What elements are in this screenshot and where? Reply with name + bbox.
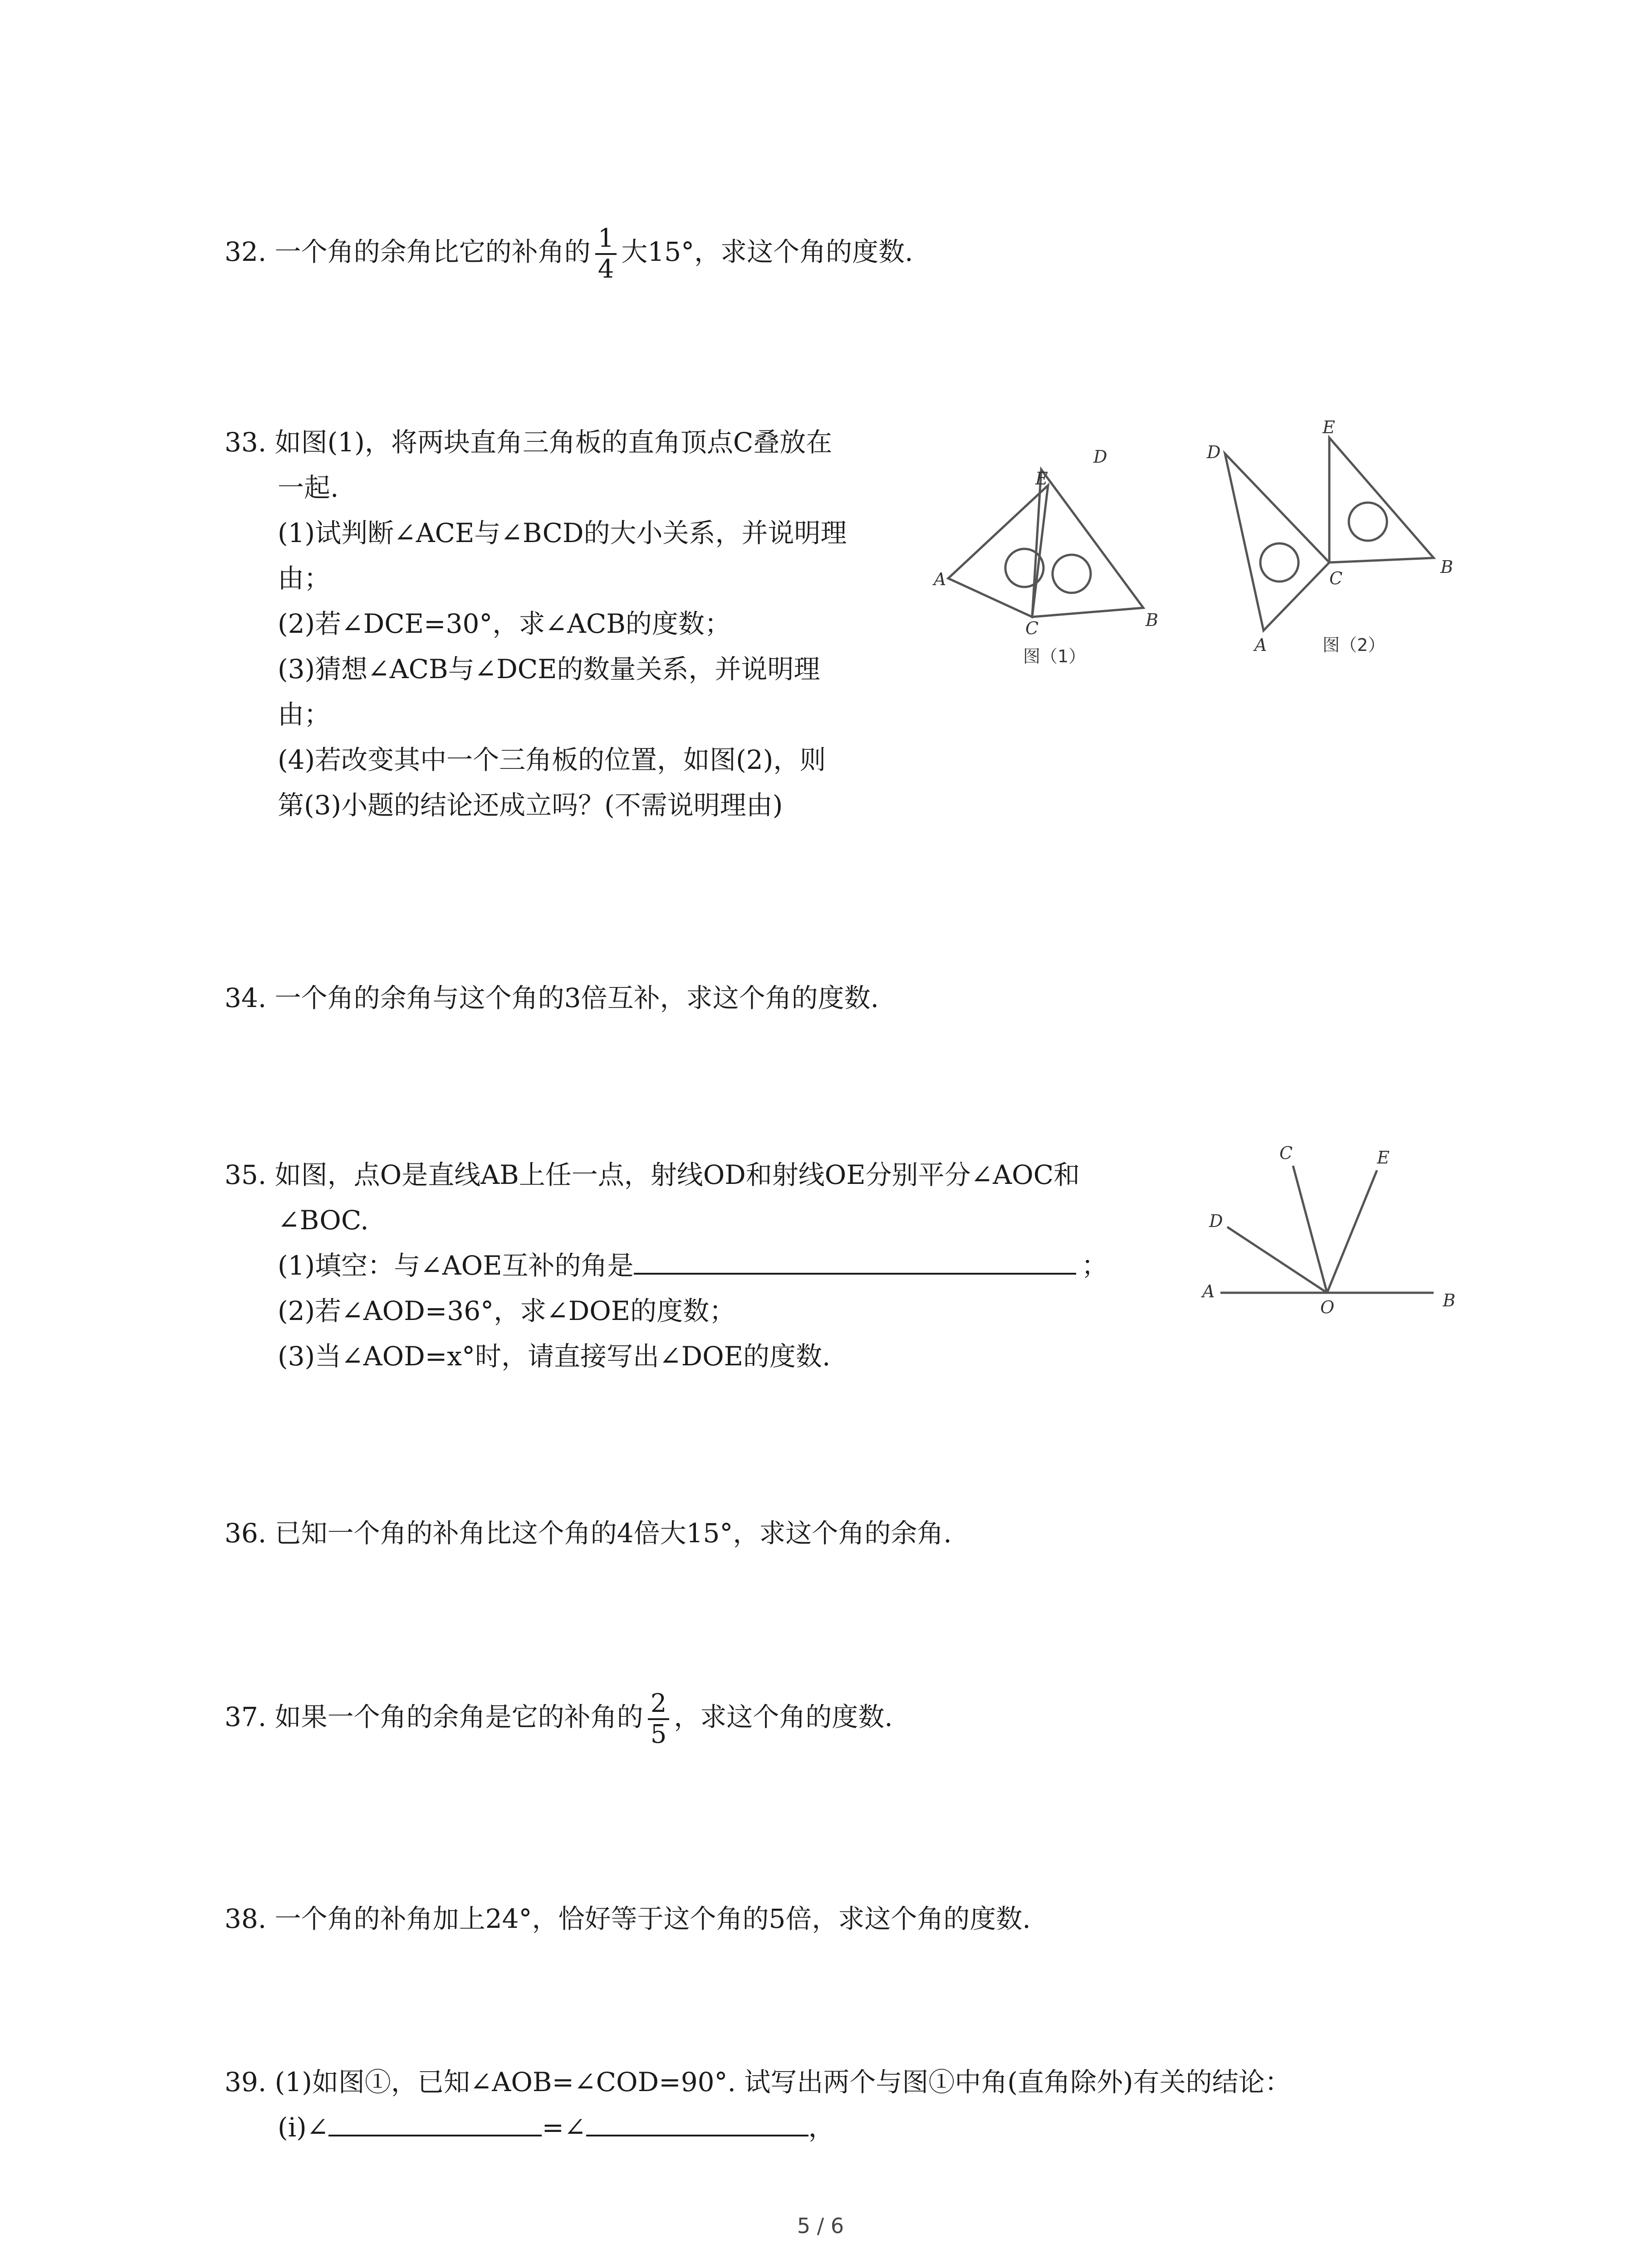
q35-line-2: ∠BOC. [278,1205,369,1236]
question-34: 34. 一个角的余角与这个角的3倍互补，求这个角的度数. [225,982,879,1013]
q35-fig-label-b: B [1443,1290,1455,1310]
q32-text-pre: 32. 一个角的余角比它的补角的 [225,236,591,267]
q33-figure-1 [916,435,1198,671]
q33-fig2-label-a: A [1254,635,1267,655]
q33-fig2-label-d: D [1207,442,1221,462]
q35-line-1: 35. 如图，点O是直线AB上任一点，射线OD和射线OE分别平分∠AOC和 [225,1159,1080,1190]
q33-figure-2 [1193,408,1474,662]
q37-text-post: ，求这个角的度数. [674,1701,893,1732]
q35-line-5: (3)当∠AOD=x°时，请直接写出∠DOE的度数. [278,1341,831,1372]
q35-line-3 [278,1243,1108,1288]
q37-fraction [648,1689,670,1750]
q33-line-8: (4)若改变其中一个三角板的位置，如图(2)，则 [278,744,826,775]
q35-fig-label-o: O [1320,1297,1335,1317]
q35-line-4: (2)若∠AOD=36°，求∠DOE的度数； [278,1295,736,1326]
q33-line-5: (2)若∠DCE=30°，求∠ACB的度数； [278,608,731,639]
q33-line-7: 由； [278,699,331,730]
q35-fig-label-e: E [1377,1148,1390,1168]
question-32 [225,222,913,284]
q33-fig1-triangle-bcd [1032,469,1143,617]
q37-text-pre: 37. 如果一个角的余角是它的补角的 [225,1701,643,1732]
q33-fig1-label-b: B [1146,610,1158,630]
q37-frac-den: 5 [650,1719,667,1749]
q35-fig-label-a: A [1202,1281,1215,1301]
q33-fig1-caption: 图（1） [1023,646,1086,666]
q33-fig2-hole-left [1260,543,1298,582]
q33-fig1-label-d: D [1093,447,1107,467]
q33-fig2-hole-right [1349,503,1387,541]
q33-line-1: 33. 如图(1)，将两块直角三角板的直角顶点C叠放在 [225,427,833,458]
q33-line-4: 由； [278,563,331,594]
q35-answer-blank[interactable] [634,1246,1076,1275]
q35-fig-label-d: D [1209,1211,1223,1231]
q37-frac-num: 2 [648,1689,670,1720]
q39-line-2-start: (ⅰ)∠ [278,2112,329,2143]
q32-fraction [595,224,617,284]
q39-blank-1[interactable] [328,2107,542,2136]
q33-fig2-triangle-acd [1225,454,1329,631]
question-37 [225,1687,893,1749]
q33-fig2-caption: 图（2） [1323,635,1386,655]
q33-line-2: 一起. [278,472,339,503]
q35-fig-ray-oe [1327,1170,1377,1293]
q33-fig1-label-c: C [1025,618,1039,638]
q33-fig2-label-b: B [1440,557,1453,577]
q33-line-3: (1)试判断∠ACE与∠BCD的大小关系，并说明理 [278,518,847,548]
q33-line-6: (3)猜想∠ACB与∠DCE的数量关系，并说明理 [278,654,820,684]
q33-fig1-hole-right [1053,555,1091,593]
q33-line-9: 第(3)小题的结论还成立吗？(不需说明理由) [278,790,783,821]
q39-line-2 [278,2105,835,2150]
q35-figure [1198,1139,1470,1329]
q32-frac-num: 1 [595,224,617,255]
question-36: 36. 已知一个角的补角比这个角的4倍大15°，求这个角的余角. [225,1518,952,1549]
q32-text-post: 大15°，求这个角的度数. [621,236,913,267]
q33-fig2-triangle-bce [1329,438,1434,562]
q32-frac-den: 4 [598,254,614,284]
q33-fig1-label-a: A [934,569,946,589]
question-38: 38. 一个角的补角加上24°，恰好等于这个角的5倍，求这个角的度数. [225,1903,1031,1934]
q39-line-2-end: ， [808,2112,835,2143]
q39-line-2-mid: =∠ [542,2112,586,2143]
q33-fig2-label-e: E [1323,417,1335,437]
q35-fig-label-c: C [1279,1143,1293,1163]
q33-fig1-label-e: E [1035,469,1048,489]
q33-fig2-label-c: C [1329,568,1343,588]
q35-line-3-end: ； [1081,1250,1108,1281]
q35-line-3-text: (1)填空：与∠AOE互补的角是 [278,1250,634,1281]
q39-line-1: 39. (1)如图①，已知∠AOB=∠COD=90°. 试写出两个与图①中角(直角除外)有关的结论： [225,2067,1291,2097]
q39-blank-2[interactable] [586,2107,808,2136]
page-number: 5 / 6 [797,2214,844,2238]
